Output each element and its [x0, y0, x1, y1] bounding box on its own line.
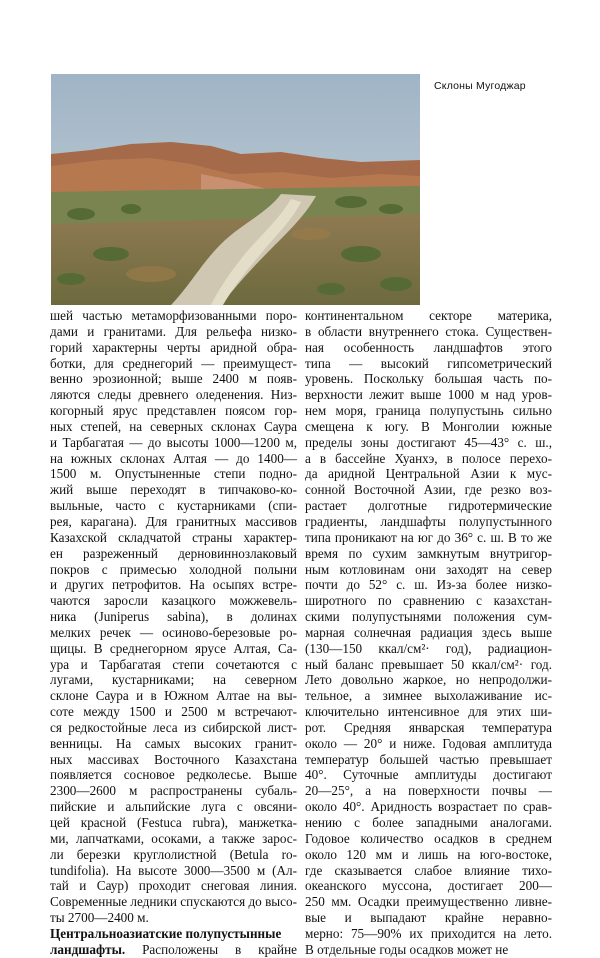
- mugodzhar-slopes-image: [51, 74, 420, 305]
- text-line: а в бассейне Хуанхэ, в полосе перехо-: [305, 450, 552, 466]
- text-line: около — 20° и ниже. Годовая амплитуда: [305, 735, 552, 751]
- text-line: 1500 м. Опустыненные степи подно-: [50, 466, 297, 482]
- text-line: рот. Средняя январская температура: [305, 719, 552, 735]
- text-line: время по сухим замкнутым внутригор-: [305, 545, 552, 561]
- text-line: нению с более западными аналогами.: [305, 815, 552, 830]
- text-line: рея, карагана). Для гранитных массивов: [50, 513, 297, 529]
- text-line: щицы. В среднегорном ярусе Алтая, Са-: [50, 640, 297, 656]
- text-line: скими полупустынями положения сум-: [305, 609, 552, 625]
- text-line: Годовое количество осадков в среднем: [305, 830, 552, 846]
- text-line: когорный ярус представлен поясом гор-: [50, 403, 297, 419]
- text-line: смещена к югу. В Монголии южные: [305, 418, 552, 434]
- text-line: мерно: 75—90% их приходится на лето.: [305, 925, 552, 941]
- text-line: верхности лежит выше 1000 м над уров-: [305, 387, 552, 403]
- text-line: сонной Восточной Азии, где резко воз-: [305, 482, 552, 498]
- text-line: Современные ледники спускаются до высо-: [50, 894, 297, 910]
- text-line: шей частью метаморфизованными поро-: [50, 308, 297, 323]
- text-line: ты 2700—2400 м.: [50, 910, 149, 926]
- text-line: 2300—2600 м распространены субаль-: [50, 783, 297, 799]
- text-line: мелких речек — осиново-березовые ро-: [50, 624, 297, 640]
- text-line: океанского муссона, достигает 200—: [305, 878, 552, 894]
- text-line: ботки, для среднегорий — преимущест-: [50, 355, 297, 371]
- text-line: дами и гранитами. Для рельефа низко-: [50, 323, 297, 339]
- text-line: ен разреженный дерновиннозлаковый: [50, 545, 297, 561]
- text-line: растает долготные гидротермические: [305, 498, 552, 514]
- photo-caption: Склоны Мугоджар: [434, 80, 526, 92]
- text-line: температур большей частью превышает: [305, 751, 552, 767]
- text-line: появляется сосновое редколесье. Выше: [50, 767, 297, 783]
- text-line: уровень. Поскольку большая часть по-: [305, 371, 552, 387]
- text-line: да аридной Центральной Азии к мус-: [305, 466, 552, 482]
- text-line: типа — высокий гипсометрический: [305, 355, 552, 371]
- left-text-column: [50, 308, 297, 958]
- text-line: ся редкостойные леса из сибирской лист-: [50, 719, 297, 735]
- text-line: соте между 1500 и 2500 м встречают-: [50, 704, 297, 720]
- text-line: почти до 52° с. ш. Из-за более низко-: [305, 577, 552, 593]
- text-line: ных степей, на северных склонах Саура: [50, 418, 297, 434]
- text-line: ли березки круглолистной (Betula ro-: [50, 846, 297, 862]
- text-line: тай и Саур) проходит снеговая линия.: [50, 878, 297, 894]
- text-line: вые и выпадают крайне неравно-: [305, 910, 552, 926]
- text-line: горий характерны черты аридной обра-: [50, 339, 297, 355]
- text-line: венницы. На самых высоких гранит-: [50, 735, 297, 751]
- text-line: Центральноазиатские полупустынные: [50, 925, 282, 941]
- text-line: марная солнечная радиация здесь выше: [305, 624, 552, 640]
- text-line: Лето довольно жаркое, но непродолжи-: [305, 672, 552, 688]
- text-line: тельное, а зимнее выхолаживание ис-: [305, 688, 552, 704]
- text-line: ника (Juniperus sabina), в долинах: [50, 609, 297, 625]
- text-line: ных массивах Восточного Казахстана: [50, 751, 297, 767]
- text-line: чаются заросли казацкого можжевель-: [50, 593, 297, 609]
- text-line: и Тарбагатая — до высоты 1000—1200 м,: [50, 434, 297, 450]
- text-line: на южных склонах Алтая — до 1400—: [50, 450, 297, 466]
- text-line: ным котловинам они заходят на север: [305, 561, 552, 577]
- text-line: ландшафты. Расположены в крайне: [50, 941, 297, 957]
- text-line: ляются следы древнего оледенения. Низ-: [50, 387, 297, 403]
- text-line: пределы зоны достигают 45—43° с. ш.,: [305, 434, 552, 450]
- text-line: пийские и альпийские луга с овсяни-: [50, 799, 297, 815]
- text-line: tundifolia). На высоте 3000—3500 м (Ал-: [50, 862, 297, 878]
- text-line: жий выше переходят в типчаково-ко-: [50, 482, 297, 498]
- text-line: ключительно интенсивное для этих ши-: [305, 704, 552, 720]
- text-line: ная особенность ландшафтов этого: [305, 339, 552, 355]
- text-line: градиенты, ландшафты полупустынного: [305, 513, 552, 529]
- text-line: 40°. Суточные амплитуды достигают: [305, 767, 552, 783]
- text-line: около 40°. Аридность возрастает по срав-: [305, 799, 552, 815]
- text-line: выльные, часто с кустарниками (спи-: [50, 498, 297, 514]
- landscape-photo: [51, 74, 420, 305]
- text-line: (130—150 ккал/см²· год), радиацион-: [305, 640, 552, 656]
- text-line: венно эрозионной; выше 2400 м появ-: [50, 371, 297, 387]
- text-line: около 120 мм и лишь на юго-востоке,: [305, 846, 552, 862]
- text-line: широтного по сравнению с казахстан-: [305, 593, 552, 609]
- text-line: ми, лапчатками, осоками, а также зарос-: [50, 830, 297, 846]
- text-line: где сказывается слабое влияние тихо-: [305, 862, 552, 878]
- text-line: покров с примесью холодной полыни: [50, 561, 297, 577]
- right-text-column: [305, 308, 552, 958]
- text-line: Казахской складчатой страны характер-: [50, 529, 297, 545]
- text-line: и других петрофитов. На осыпях встре-: [50, 577, 297, 593]
- text-line: ура и Тарбагатая степи сочетаются с: [50, 656, 297, 672]
- text-line: 250 мм. Осадки преимущественно ливне-: [305, 894, 552, 910]
- text-line: нем моря, граница полупустынь сильно: [305, 403, 552, 419]
- text-line: лугами, кустарниками; на северном: [50, 672, 297, 688]
- text-line: ный баланс превышает 50 ккал/см²· год.: [305, 656, 552, 672]
- text-line: цей красной (Festuca rubra), манжетка-: [50, 815, 297, 830]
- section-heading-part: ландшафты.: [50, 941, 126, 957]
- text-line: склоне Саура и в Южном Алтае на вы-: [50, 688, 297, 704]
- text-line: 20—25°, а на поверхности почвы —: [305, 783, 552, 799]
- text-line: в области внутреннего стока. Существен-: [305, 323, 552, 339]
- text-line: В отдельные годы осадков может не: [305, 941, 509, 957]
- text-line: типа проникают на юг до 36° с. ш. В то же: [305, 529, 552, 545]
- text-line: континентальном секторе материка,: [305, 308, 552, 323]
